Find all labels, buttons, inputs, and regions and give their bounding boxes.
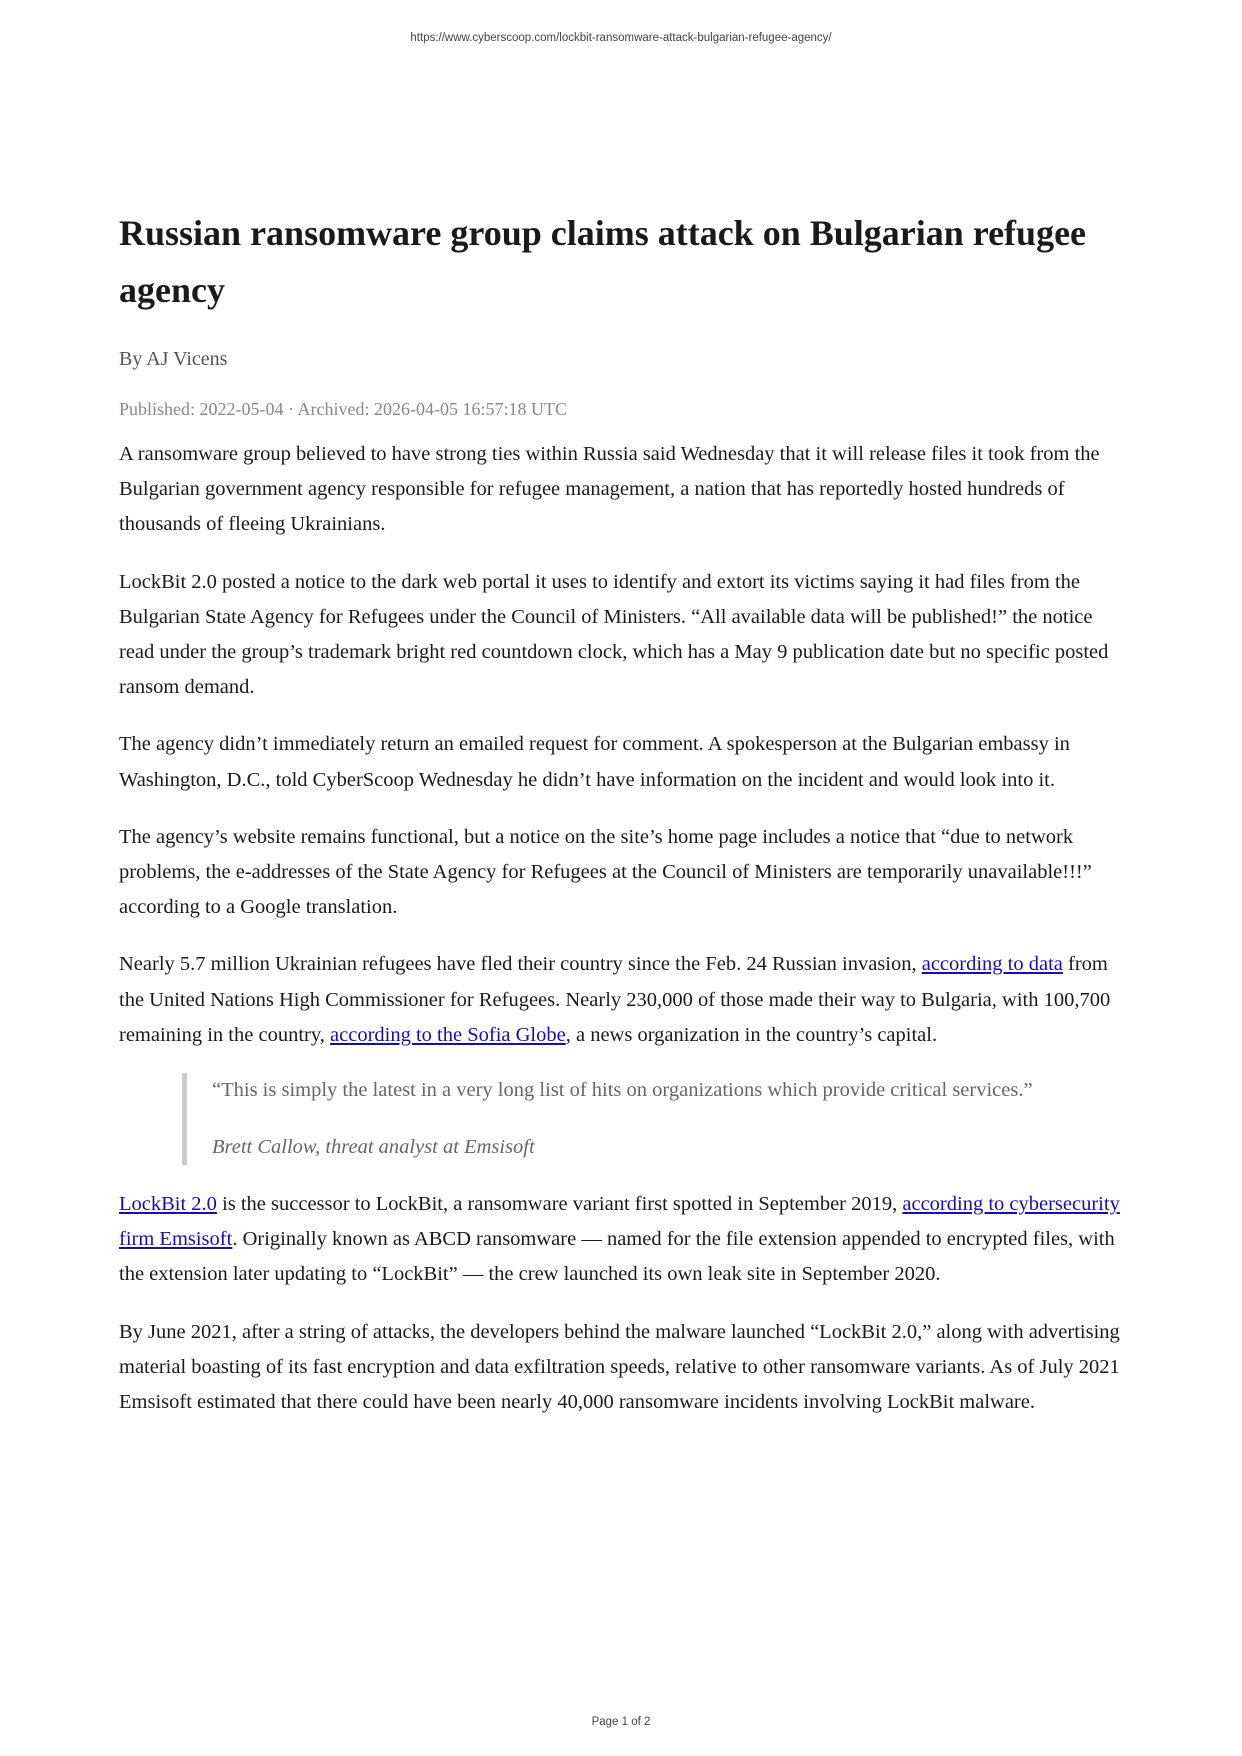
link-unhcr-data[interactable]: according to data <box>921 953 1063 976</box>
paragraph-text: from the United Nations High Commissioner for Refugees. Nearly 230,000 of those made their way to Bulgaria, with 100,700 remaining in the country, <box>119 953 1111 1046</box>
page-url: https://www.cyberscoop.com/lockbit-ransomware-attack-bulgarian-refugee-agency/ <box>410 32 832 44</box>
paragraph: LockBit 2.0 posted a notice to the dark web portal it uses to identify and extort its victims saying it had files from the Bulgarian State Agency for Refugees under the Council of Ministers. “All available data will be published!” the notice read under the group’s trademark bright red countdown clock, which has a May 9 publication date but no specific posted ransom demand. <box>119 570 1109 699</box>
page-number: Page 1 of 2 <box>591 1716 651 1728</box>
pull-quote <box>182 1073 1042 1165</box>
paragraph-text: is the successor to LockBit, a ransomware variant first spotted in September 2019, <box>216 1193 903 1216</box>
quote-attribution: Brett Callow, threat analyst at Emsisoft <box>212 1136 535 1159</box>
link-emsisoft[interactable]: according to cybersecurity firm Emsisoft <box>119 1193 1120 1251</box>
paragraph <box>119 947 1129 1053</box>
article-title: Russian ransomware group claims attack on Bulgarian refugee agency <box>119 213 1087 310</box>
paragraph: The agency’s website remains functional, but a notice on the site’s home page includes a notice that “due to network problems, the e-addresses of the State Agency for Refugees at the Council of Ministers are temporarily unavailable!!!” according to a Google translation. <box>119 825 1092 919</box>
article <box>119 205 1129 1420</box>
paragraph-text: . Originally known as ABCD ransomware — named for the file extension appended to encrypted files, with the extension later updating to “LockBit” — the crew launched its own leak site in September 2020. <box>119 1228 1115 1286</box>
paragraph-text: , a news organization in the country’s capital. <box>565 1023 938 1046</box>
paragraph: The agency didn’t immediately return an emailed request for comment. A spokesperson at the Bulgarian embassy in Washington, D.C., told CyberScoop Wednesday he didn’t have information on the incident and would look into it. <box>119 733 1070 791</box>
quote-text: “This is simply the latest in a very long list of hits on organizations which provide critical services.” <box>212 1079 1033 1102</box>
byline: By AJ Vicens <box>119 348 228 370</box>
paragraph-text: Nearly 5.7 million Ukrainian refugees have fled their country since the Feb. 24 Russian invasion, <box>119 953 922 976</box>
paragraph: A ransomware group believed to have strong ties within Russia said Wednesday that it will release files it took from the Bulgarian government agency responsible for refugee management, a nation that has reportedly hosted hundreds of thousands of fleeing Ukrainians. <box>119 443 1100 536</box>
paragraph: By June 2021, after a string of attacks, the developers behind the malware launched “LockBit 2.0,” along with advertising material boasting of its fast encryption and data exfiltration speeds, relative to other ransomware variants. As of July 2021 Emsisoft estimated that there could have been nearly 40,000 ransomware incidents involving LockBit malware. <box>119 1320 1120 1414</box>
publish-meta: Published: 2022-05-04 · Archived: 2026-04-05 16:57:18 UTC <box>119 399 567 419</box>
link-sofia-globe[interactable]: according to the Sofia Globe <box>330 1023 566 1046</box>
link-lockbit[interactable]: LockBit 2.0 <box>119 1193 217 1216</box>
paragraph <box>119 1187 1129 1293</box>
